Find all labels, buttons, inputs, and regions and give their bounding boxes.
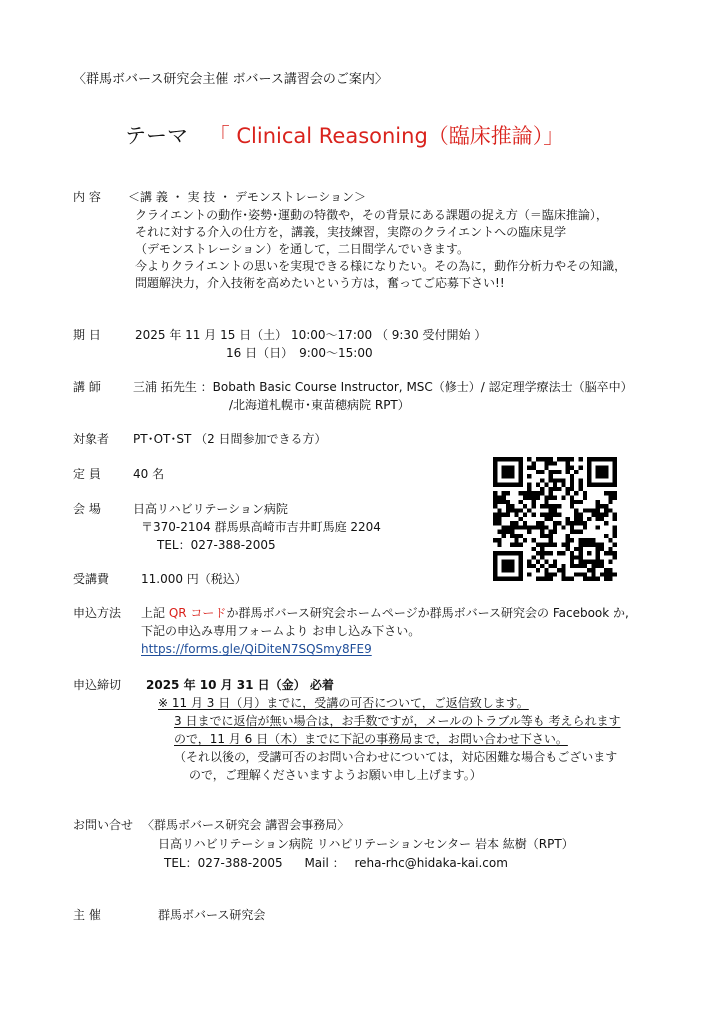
contact-tel: TEL：027-388-2005 [164, 856, 283, 870]
apply-post: か群馬ボバース研究会ホームページか群馬ボバース研究会の Facebook か, [226, 606, 629, 620]
date-label: 期 日 [73, 328, 101, 342]
venue-tel: TEL：027-388-2005 [157, 538, 276, 552]
qr-code-icon[interactable] [493, 457, 617, 581]
venue-address: 〒370-2104 群馬県高崎市吉井町馬庭 2204 [141, 520, 381, 534]
contact-line [164, 855, 508, 872]
deadline-note: ※ 11 月 3 日（月）までに，受講の可否について，ご返信致します。 [158, 696, 529, 710]
contact-person: 日高リハビリテーション病院 リハビリテーションセンター 岩本 紘樹（RPT） [158, 837, 574, 851]
deadline-note: （それ以後の，受講可否のお問い合わせについては，対応困難な場合もございます [174, 750, 618, 764]
venue-name: 日高リハビリテーション病院 [133, 502, 288, 516]
content-line: それに対する介入の仕方を，講義，実技練習，実際のクライエントへの臨床見学 [135, 225, 567, 239]
deadline-note: ので，11 月 6 日（木）までに下記の事務局まで，お問い合わせ下さい。 [174, 732, 568, 746]
content-line: クライエントの動作･姿勢･運動の特徴や，その背景にある課題の捉え方（＝臨床推論）， [135, 208, 608, 222]
capacity-label: 定 員 [73, 467, 101, 481]
instructor-label: 講 師 [73, 380, 101, 394]
deadline-note: ので，ご理解くださいますようお願い申し上げます。） [189, 768, 482, 782]
apply-pre: 上記 [141, 606, 169, 620]
host-label: 主 催 [73, 908, 101, 922]
capacity-value: 40 名 [133, 467, 165, 481]
venue-label: 会 場 [73, 502, 101, 516]
contact-mail[interactable]: reha-rhc@hidaka-kai.com [354, 856, 508, 870]
instructor-line1: 三浦 拓先生 ：Bobath Basic Course Instructor, MSC（修士）/ 認定理学療法士（脳卒中） [133, 380, 633, 394]
host-value: 群馬ボバース研究会 [158, 908, 266, 922]
date-line2: 16 日（日） 9:00～15:00 [226, 346, 373, 360]
instructor-line2: /北海道札幌市･東苗穂病院 RPT） [229, 398, 410, 412]
header-title: 〈群馬ボバース研究会主催 ボバース講習会のご案内〉 [73, 72, 388, 87]
deadline-date: 2025 年 10 月 31 日（金） 必着 [146, 678, 334, 692]
deadline-label: 申込締切 [73, 678, 122, 692]
target-value: PT･OT･ST （2 日間参加できる方） [133, 432, 327, 446]
deadline-note: 3 日までに返信が無い場合は，お手数ですが，メールのトラブル等も 考えられます [174, 714, 621, 728]
apply-line2: 下記の申込み専用フォームより お申し込み下さい。 [141, 624, 421, 638]
apply-label: 申込方法 [73, 606, 122, 620]
theme-title: 「 Clinical Reasoning（臨床推論）」 [208, 124, 565, 148]
content-label: 内 容 [73, 190, 101, 204]
contact-org: 〈群馬ボバース研究会 講習会事務局〉 [142, 818, 350, 832]
apply-qr-text: QR コード [168, 606, 227, 620]
content-line: 今よりクライエントの思いを実現できる様になりたい。その為に，動作分析力やその知識， [135, 259, 627, 273]
content-heading: ＜講 義 ・ 実 技 ・ デモンストレーション＞ [128, 190, 367, 204]
apply-line1 [141, 605, 629, 622]
content-text [135, 207, 626, 292]
date-line1: 2025 年 11 月 15 日（土） 10:00～17:00 （ 9:30 受付開始 ） [135, 328, 487, 342]
contact-label: お問い合せ [73, 818, 134, 832]
apply-form-link[interactable]: https://forms.gle/QiDiteN7SQSmy8FE9 [141, 642, 372, 656]
fee-value: 11.000 円（税込） [141, 572, 247, 586]
theme-prefix: テーマ [125, 124, 188, 148]
fee-label: 受講費 [73, 572, 110, 586]
target-label: 対象者 [73, 432, 110, 446]
content-line: 問題解決力，介入技術を高めたいという方は，奮ってご応募下さい!! [135, 276, 505, 290]
content-line: （デモンストレーション）を通して，二日間学んでいきます。 [135, 242, 469, 256]
theme-line [125, 122, 564, 150]
contact-mail-label: Mail ： [304, 856, 345, 870]
